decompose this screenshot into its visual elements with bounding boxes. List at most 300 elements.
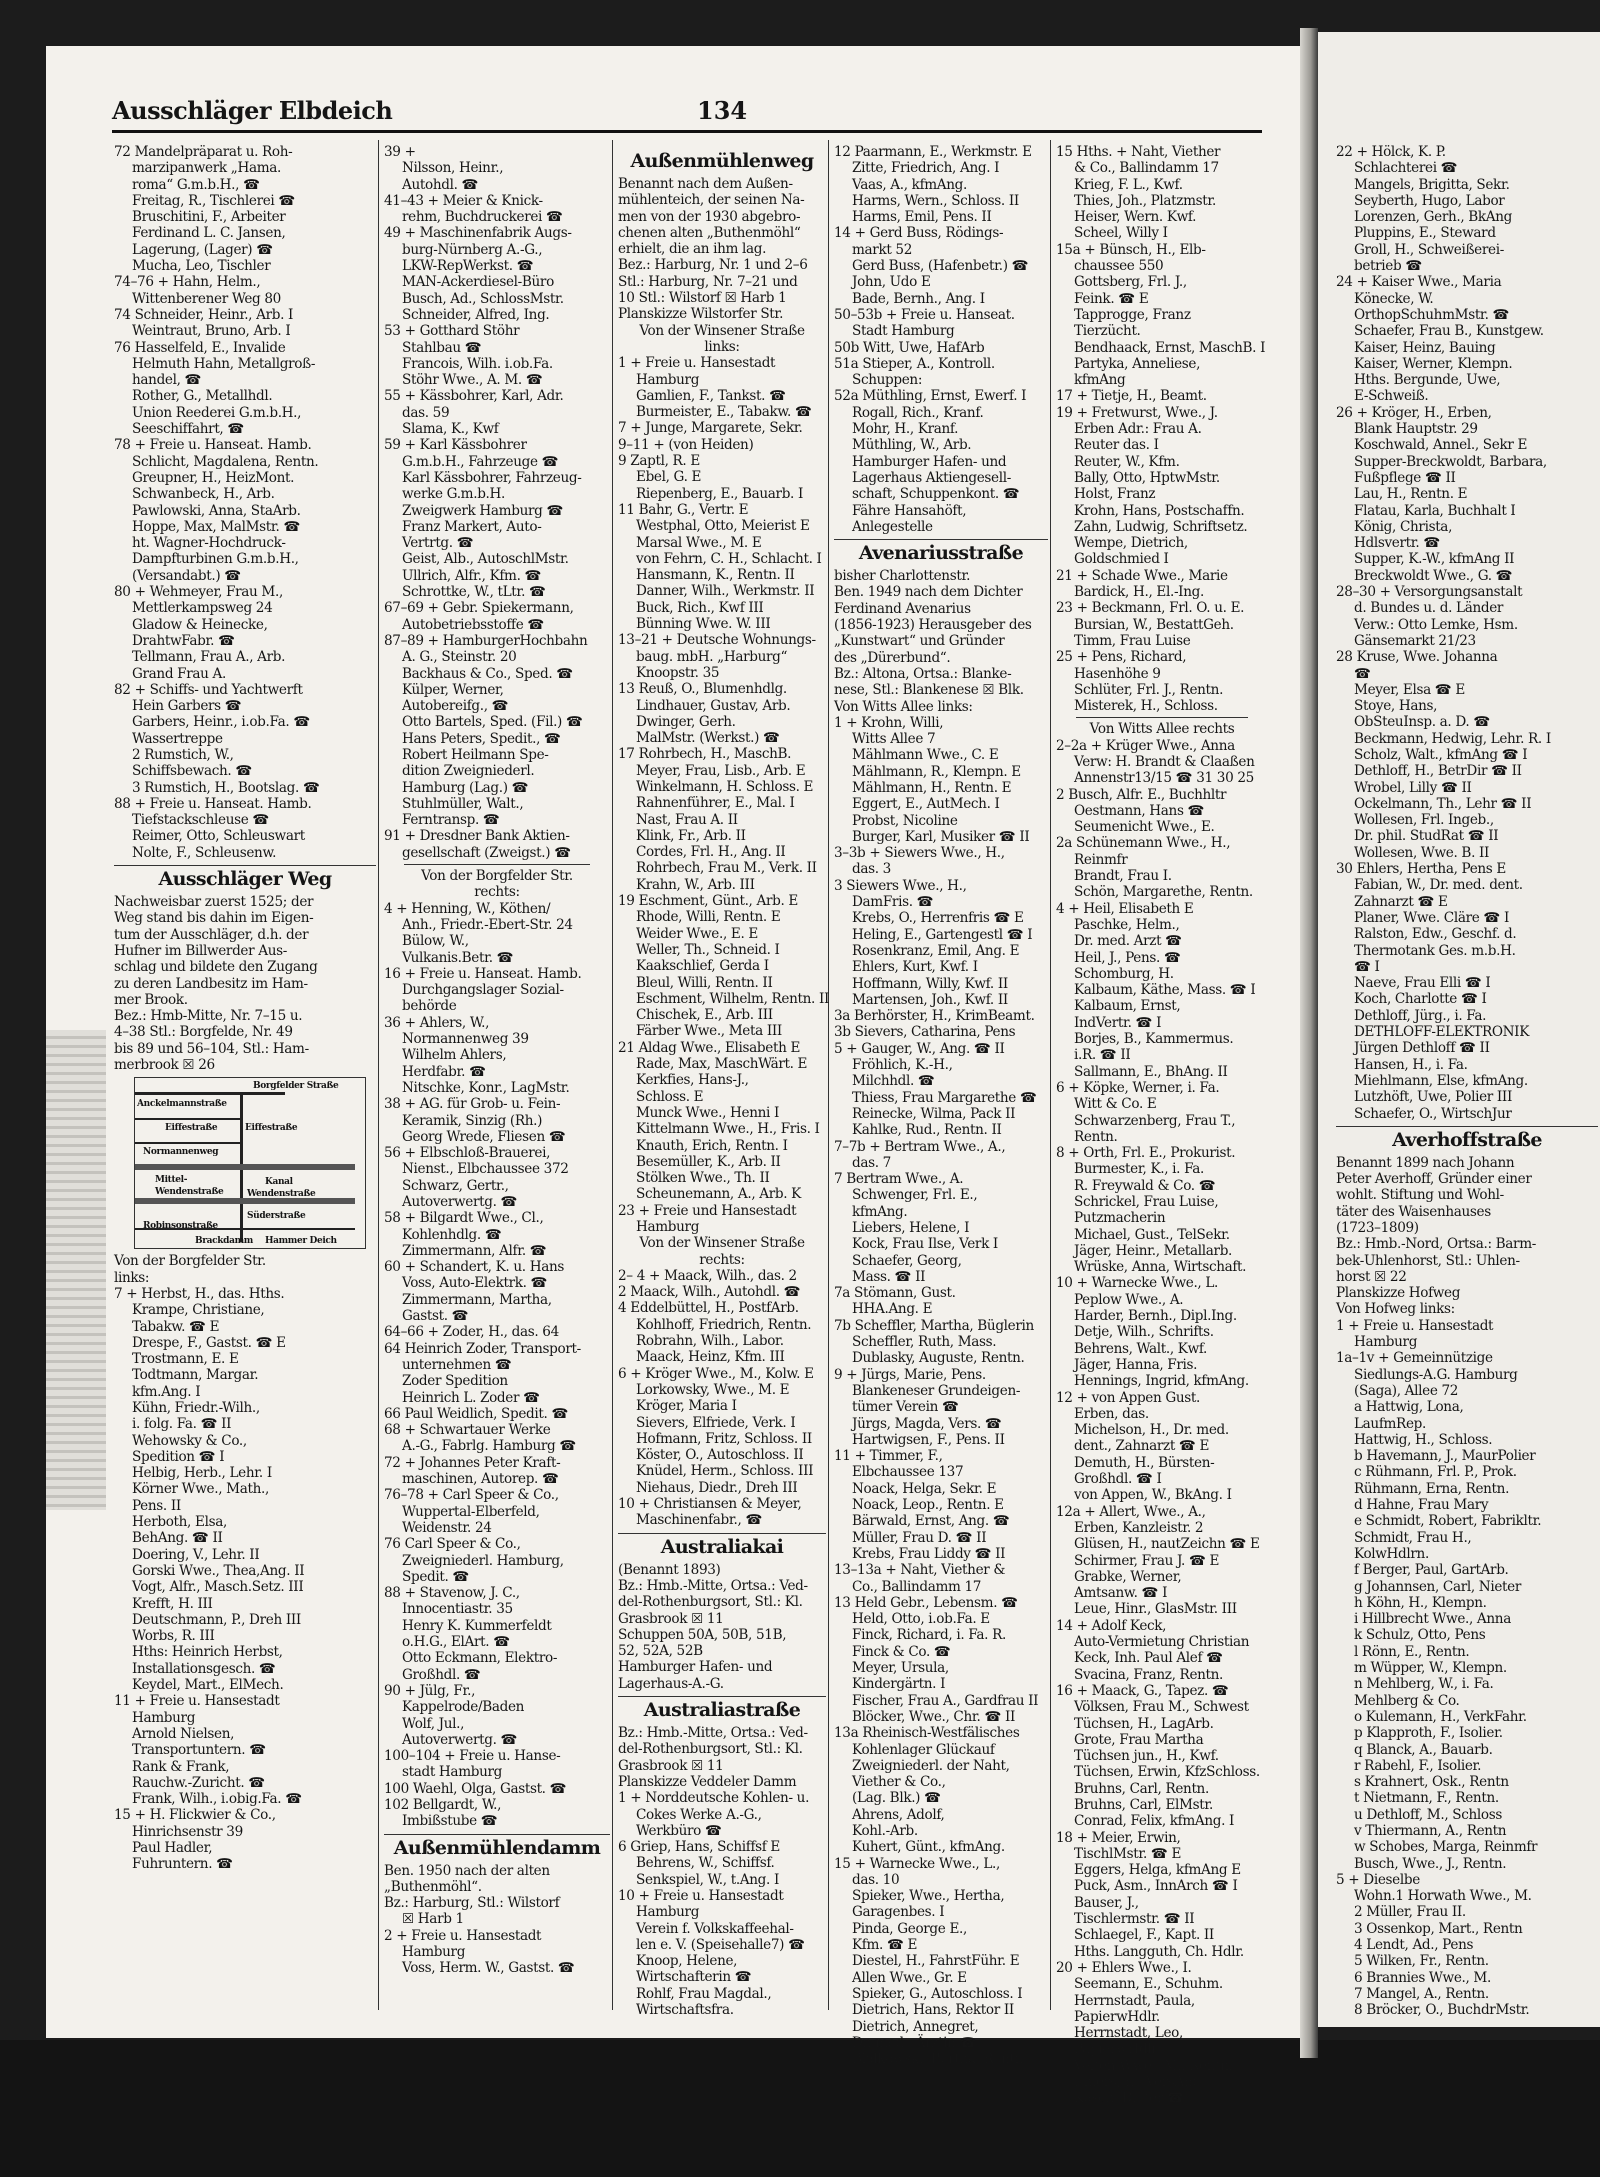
directory-entry: Zweigniederl. der Naht, [852, 1757, 1010, 1774]
intro-line: Hufner im Billwerder Aus- [114, 942, 287, 959]
directory-entry: Wollesen, Wwe. B. II [1354, 844, 1490, 861]
directory-entry: Heling, E., Gartengestl ☎ I [852, 926, 1033, 943]
directory-entry: Mucha, Leo, Tischler [132, 258, 271, 275]
intro-line: Lagerhaus-A.-G. [618, 1675, 724, 1692]
directory-entry: 60 + Schandert, K. u. Hans [384, 1259, 565, 1276]
directory-entry: Kalbaum, Ernst, [1074, 998, 1181, 1015]
directory-entry: baug. mbH. „Harburg“ [636, 648, 788, 665]
directory-entry: Partyka, Anneliese, [1074, 355, 1201, 372]
directory-entry: 55 + Kässbohrer, Karl, Adr. [384, 388, 564, 405]
directory-entry: Spedition ☎ I [132, 1448, 225, 1465]
directory-entry: Leue, Hinr., GlasMstr. III [1074, 1601, 1237, 1618]
directory-entry: 2 Rumstich, W., [132, 746, 234, 763]
directory-entry: Schlachterei ☎ [1354, 160, 1458, 177]
directory-entry: Planskizze Veddeler Damm [618, 1773, 797, 1790]
directory-entry: t Nietmann, F., Rentn. [1354, 1790, 1499, 1807]
directory-entry: 22 + Hölck, K. P. [1336, 144, 1446, 160]
directory-entry: Jäger, Hanna, Fris. [1074, 1356, 1198, 1373]
directory-entry: Wempe, Dietrich, [1074, 535, 1188, 552]
directory-entry: gesellschaft (Zweigst.) ☎ [402, 844, 571, 861]
directory-entry: d. Bundes u. d. Länder [1354, 600, 1504, 617]
directory-entry: Tüchsen, Erwin, KfzSchloss. [1074, 1764, 1260, 1781]
map-label: Anckelmannstraße [137, 1099, 227, 1110]
directory-entry: Schrottke, W., tLtr. ☎ [402, 584, 546, 601]
directory-entry: Keydel, Mart., ElMech. [132, 1677, 284, 1694]
directory-entry: PapierwHdlr. [1074, 2041, 1160, 2058]
intro-line: 10 Stl.: Wilstorf ☒ Harb 1 [618, 290, 787, 307]
directory-entry: Diestel, H., FahrstFühr. E [852, 1953, 1020, 1970]
directory-entry: i. folg. Fa. ☎ II [132, 1416, 232, 1433]
directory-entry: g Johannsen, Carl, Nieter [1354, 1578, 1521, 1595]
directory-entry: Lagerung, (Lager) ☎ [132, 241, 273, 258]
directory-entry: Meyer, Elsa ☎ E [1354, 681, 1465, 698]
directory-entry: Reinmfr [1074, 851, 1128, 868]
directory-entry: Innocentiastr. 35 [402, 1601, 513, 1618]
directory-entry: Kohlhoff, Friedrich, Rentn. [636, 1316, 812, 1333]
directory-entry: 7 + Herbst, H., das. Hths. [114, 1285, 285, 1302]
intro-line: Bz.: Altona, Ortsa.: Blanke- [834, 665, 1012, 682]
directory-entry: Müthling, W., Arb. [852, 437, 972, 454]
directory-entry: Dethloff, H., BetrDir ☎ II [1354, 763, 1522, 780]
street-heading: Australiakai [618, 1533, 826, 1560]
directory-entry: Putzmacherin [1074, 1210, 1166, 1227]
directory-entry: Gorski Wwe., Thea,Ang. II [132, 1562, 305, 1579]
directory-entry: Gänsemarkt 21/23 [1354, 632, 1476, 649]
directory-entry: Hennings, Ingrid, kfmAng. [1074, 1373, 1249, 1390]
directory-entry: Rhode, Willi, Rentn. E [636, 909, 781, 926]
directory-entry: Bruhns, Carl, Rentn. [1074, 1780, 1209, 1797]
directory-entry: Viether & Co., [852, 1774, 946, 1791]
directory-entry: Wuppertal-Elberfeld, [402, 1503, 540, 1520]
directory-entry: Kröger, Maria I [636, 1398, 737, 1415]
directory-entry: Schirmer, Frau J. ☎ E [1074, 1552, 1220, 1569]
directory-entry: BehAng. ☎ II [132, 1530, 223, 1547]
directory-entry: tümer Verein ☎ [852, 1399, 959, 1416]
directory-entry: Wrüske, Anna, Wirtschaft. [1074, 1259, 1247, 1276]
directory-entry: 10 + Freie u. Hansestadt [618, 1887, 784, 1904]
directory-entry: Anh., Friedr.-Ebert-Str. 24 [402, 916, 573, 933]
directory-entry: ObSteuInsp. a. D. ☎ [1354, 714, 1490, 731]
directory-entry: Francois, Wilh. i.ob.Fa. [402, 355, 553, 372]
directory-entry: Drespe, F., Gastst. ☎ E [132, 1334, 286, 1351]
directory-entry: (1723–1809) [1336, 1220, 1419, 1236]
directory-entry: Ockelmann, Th., Lehr ☎ II [1354, 795, 1532, 812]
directory-entry: 15a + Bünsch, H., Elb- [1056, 241, 1206, 258]
directory-entry: Stahlbau ☎ [402, 339, 482, 356]
directory-entry: Benannt 1899 nach Johann [1336, 1154, 1515, 1171]
directory-entry: 51a Stieper, A., Kontroll. [834, 355, 995, 372]
directory-entry: Vogt, Alfr., Masch.Setz. III [132, 1579, 304, 1596]
directory-entry: Krebs, O., Herrenfris ☎ E [852, 910, 1024, 927]
directory-entry: Zimmermann, Martha, [402, 1291, 552, 1308]
directory-entry: Mass. ☎ II [852, 1268, 926, 1285]
column-rule [828, 140, 829, 2010]
directory-entry: 41–43 + Meier & Knick- [384, 192, 543, 209]
directory-entry: Imbißstube ☎ [402, 1813, 498, 1830]
directory-entry: Worbs, R. III [132, 1628, 215, 1645]
directory-entry: 10 + Christiansen & Meyer, [618, 1496, 802, 1513]
directory-entry: ☒ Harb 1 [402, 1911, 464, 1928]
directory-entry: Miehlmann, Else, kfmAng. [1354, 1072, 1528, 1089]
directory-entry: Westphal, Otto, Meierist E [636, 518, 810, 535]
directory-entry: Otto Bartels, Sped. (Fil.) ☎ [402, 714, 583, 731]
directory-entry: Stöhr Wwe., A. M. ☎ [402, 372, 543, 389]
directory-entry: 78 + Freie u. Hanseat. Hamb. [114, 437, 312, 454]
directory-entry: 9 Zaptl, R. E [618, 453, 700, 470]
map-label: Hammer Deich [265, 1236, 337, 1247]
directory-entry: Transportuntern. ☎ [132, 1742, 266, 1759]
directory-entry: Schomburg, H. [1074, 965, 1174, 982]
directory-entry: Krebs, Frau Liddy ☎ II [852, 1545, 1006, 1562]
directory-entry: Maschinenfabr., ☎ [636, 1512, 763, 1529]
directory-entry: Oestmann, Hans ☎ [1074, 802, 1205, 819]
column-4 [834, 144, 1048, 2068]
directory-entry: Zahn, Ludwig, Schriftsetz. [1074, 518, 1248, 535]
directory-entry: dition Zweigniederl. [402, 763, 535, 780]
directory-entry: Fischer, Frau A., Gardfrau II [852, 1692, 1039, 1709]
directory-entry: Großhdl. ☎ [402, 1666, 481, 1683]
directory-entry: Hamburg [132, 1709, 196, 1726]
intro-line: des „Dürerbund“. [834, 649, 951, 666]
directory-entry: Co., Ballindamm 17 [852, 1578, 982, 1595]
directory-entry: Ferntransp. ☎ [402, 812, 500, 829]
directory-entry: Georg Wrede, Fliesen ☎ [402, 1128, 566, 1145]
directory-entry: Zitte, Friedrich, Ang. I [852, 160, 1000, 177]
directory-entry: Kohlenlager Glückauf [852, 1741, 995, 1758]
directory-entry: Union Reederei G.m.b.H., [132, 404, 302, 421]
directory-entry: das. 59 [402, 404, 450, 421]
directory-entry: MalMstr. (Werkst.) ☎ [636, 730, 780, 747]
directory-entry: von Fehrn, C. H., Schlacht. I [636, 550, 822, 567]
directory-entry: 6 + Kröger Wwe., M., Kolw. E [618, 1365, 814, 1382]
directory-entry: 100 Waehl, Olga, Gastst. ☎ [384, 1780, 567, 1797]
directory-entry: Demuth, H., Bürsten- [1074, 1454, 1215, 1471]
street-heading: Außenmühlendamm [384, 1834, 610, 1861]
directory-entry: Hoppe, Max, MalMstr. ☎ [132, 518, 301, 535]
directory-entry: 17 Rohrbech, H., MaschB. [618, 746, 792, 763]
directory-entry: Schwarzenberg, Frau T., [1074, 1112, 1236, 1129]
directory-entry: s Krahnert, Osk., Rentn [1354, 1774, 1509, 1791]
directory-entry: Winkelmann, H. Schloss. E [636, 778, 814, 795]
directory-entry: Burger, Karl, Musiker ☎ II [852, 828, 1030, 845]
intro-line: mer Brook. [114, 991, 188, 1008]
directory-entry: Weller, Th., Schneid. I [636, 941, 780, 958]
directory-entry: 2 Busch, Alfr. E., Buchhltr [1056, 786, 1227, 803]
directory-entry: Mettlerkampsweg 24 [132, 600, 273, 617]
directory-entry: Rahnenführer, E., Mal. I [636, 795, 795, 812]
directory-entry: Scheel, Willy I [1074, 225, 1168, 242]
directory-entry: 21 Aldag Wwe., Elisabeth E [618, 1039, 801, 1056]
directory-entry: Wirtschaftsfra. [636, 2002, 734, 2019]
directory-entry: 2a Schünemann Wwe., H., [1056, 835, 1231, 852]
directory-entry: Rohrbech, Frau M., Verk. II [636, 860, 817, 877]
directory-entry: 3b Sievers, Catharina, Pens [834, 1024, 1016, 1041]
directory-entry: Seumenicht Wwe., E. [1074, 819, 1215, 836]
directory-entry: Heiser, Wern. Kwf. [1074, 209, 1197, 226]
directory-entry: 3 Rumstich, H., Bootslag. ☎ [132, 779, 320, 796]
directory-entry: ☎ [1354, 665, 1371, 682]
directory-entry: Jürgen Dethloff ☎ II [1354, 1040, 1490, 1057]
directory-entry: Knoop, Helene, [636, 1953, 738, 1970]
directory-entry: Reuter, W., Kfm. [1074, 453, 1180, 470]
directory-entry: Hths. Bergunde, Uwe, [1354, 372, 1501, 389]
street-sketch-map [134, 1077, 366, 1249]
directory-entry: 26 + Kröger, H., Erben, [1336, 404, 1492, 421]
directory-entry: Stoye, Hans, [1354, 698, 1438, 715]
directory-entry: Nitschke, Konr., LagMstr. [402, 1079, 570, 1096]
directory-entry: Auto-Vermietung Christian [1074, 1634, 1250, 1651]
directory-entry: chaussee 550 [1074, 258, 1164, 275]
directory-entry: Elbchaussee 137 [852, 1464, 964, 1481]
directory-entry: Kaiser, Heinz, Bauing [1354, 339, 1496, 356]
directory-entry: Erben, Kanzleistr. 2 [1074, 1519, 1204, 1536]
directory-entry: Behrens, W., Schiffsf. [636, 1855, 775, 1872]
directory-entry: Dietrich, Hans, Rektor II [852, 2002, 1014, 2019]
directory-entry: das. 3 [852, 861, 891, 878]
directory-entry: Tüchsen jun., H., Kwf. [1074, 1748, 1219, 1765]
directory-entry: Greupner, H., HeizMont. [132, 469, 295, 486]
directory-entry: Deutschmann, P., Dreh III [132, 1611, 301, 1628]
directory-entry: Hans Peters, Spedit., ☎ [402, 730, 561, 747]
directory-entry: 13 Held Gebr., Lebensm. ☎ [834, 1594, 1018, 1611]
directory-entry: Danner, Wilh., Werkmstr. II [636, 583, 815, 600]
directory-entry: Finck & Co. ☎ [852, 1643, 951, 1660]
directory-entry: Bz.: Hmb.-Mitte, Ortsa.: Ved- [618, 1725, 808, 1742]
intro-line: Ben. 1949 nach dem Dichter [834, 584, 1023, 601]
directory-entry: wohlt. Stiftung und Wohl- [1336, 1187, 1504, 1204]
directory-entry: Siedlungs-A.G. Hamburg [1354, 1366, 1518, 1383]
directory-entry: Kuhert, Günt., kfmAng. [852, 1839, 1005, 1856]
directory-entry: Nolte, F., Schleusenw. [132, 844, 277, 861]
directory-entry: Hinrichsenstr 39 [132, 1823, 243, 1840]
directory-entry: len e. V. (Speisehalle7) ☎ [636, 1936, 805, 1953]
directory-entry: Liebers, Helene, I [852, 1220, 970, 1236]
directory-entry: das. 7 [852, 1154, 891, 1171]
directory-entry: Fröhlich, K.-H., [852, 1057, 953, 1074]
directory-entry: Bardick, H., El.-Ing. [1074, 584, 1204, 601]
intro-line: Planskizze Wilstorfer Str. [618, 306, 784, 323]
directory-entry: Körner Wwe., Math., [132, 1481, 269, 1498]
directory-entry: Knüdel, Herm., Schloss. III [636, 1463, 814, 1480]
directory-entry: 11 Bahr, G., Vertr. E [618, 501, 749, 518]
directory-entry: Durchgangslager Sozial- [402, 982, 564, 999]
directory-entry: Brandt, Frau I. [1074, 868, 1172, 885]
directory-entry: Naeve, Frau Elli ☎ I [1354, 975, 1491, 992]
directory-entry: Svacina, Franz, Rentn. [1074, 1666, 1224, 1683]
directory-entry: Ahrens, Adolf, [852, 1806, 945, 1823]
directory-entry: E-Schweiß. [1354, 388, 1429, 405]
directory-entry: Trostmann, E. E [132, 1351, 239, 1368]
directory-entry: Hamburger Hafen- und [852, 453, 1007, 470]
directory-entry: Vertrtg. ☎ [402, 535, 474, 552]
directory-entry: Spieker, G., Autoschloss. I [852, 1985, 1023, 2002]
map-label: Brackdamm [195, 1236, 253, 1247]
directory-entry: 1 + Norddeutsche Kohlen- u. [618, 1790, 810, 1807]
section-subheading: Von der Winsener Straße [639, 322, 805, 339]
directory-entry: n Mehlberg, W., i. Fa. [1354, 1676, 1494, 1693]
directory-entry: & Co., Ballindamm 17 [1074, 160, 1219, 177]
directory-entry: Schön, Margarethe, Rentn. [1074, 884, 1253, 901]
intro-line: mühlenteich, der seinen Na- [618, 192, 805, 209]
directory-entry: Detje, Wilh., Schrifts. [1074, 1324, 1214, 1341]
directory-entry: Hansen, H., i. Fa. [1354, 1056, 1468, 1073]
directory-entry: Hamburg [636, 1219, 700, 1235]
directory-entry: Fähre Hansahöft, [852, 502, 967, 519]
directory-entry: marzipanwerk „Hama. [132, 160, 281, 177]
directory-entry: Planskizze Hofweg [1336, 1285, 1461, 1302]
directory-entry: 76 Hasselfeld, E., Invalide [114, 339, 286, 356]
directory-entry: 72 + Johannes Peter Kraft- [384, 1454, 561, 1471]
column-2 [384, 144, 610, 2014]
directory-entry: Fabian, W., Dr. med. dent. [1354, 877, 1523, 894]
directory-entry: 38 + AG. für Grob- u. Fein- [384, 1096, 561, 1113]
directory-entry: Wrobel, Lilly ☎ II [1354, 779, 1472, 796]
directory-entry: del-Rothenburgsort, Stl.: Kl. [618, 1741, 803, 1758]
directory-entry: 7–7b + Bertram Wwe., A., [834, 1138, 1006, 1155]
directory-entry: Conrad, Felix, kfmAng. I [1074, 1813, 1235, 1830]
directory-entry: Rade, Max, MaschWärt. E [636, 1056, 808, 1073]
intro-line: Bez.: Hmb-Mitte, Nr. 7–15 u. [114, 1008, 303, 1025]
column-3 [618, 144, 830, 2019]
directory-entry: d Hahne, Frau Mary [1354, 1497, 1489, 1514]
directory-entry: Zahnarzt ☎ E [1354, 893, 1448, 910]
intro-line: men von der 1930 abgebro- [618, 208, 801, 225]
directory-entry: Harms, Wern., Schloss. II [852, 192, 1019, 209]
directory-entry: Besemüller, K., Arb. II [636, 1153, 781, 1170]
directory-entry: Thermotank Ges. m.b.H. [1354, 942, 1516, 959]
intro-line: merbrook ☒ 26 [114, 1057, 215, 1074]
directory-entry: Keck, Inh. Paul Alef ☎ [1074, 1650, 1223, 1667]
directory-entry: Ben. 1950 nach der alten [384, 1862, 550, 1879]
directory-entry: Müller, Frau D. ☎ II [852, 1529, 987, 1546]
directory-entry: 12 Paarmann, E., Werkmstr. E [834, 144, 1032, 160]
directory-entry: Schwanbeck, H., Arb. [132, 486, 275, 503]
directory-entry: Busch, Wwe., J., Rentn. [1354, 1855, 1507, 1872]
directory-entry: Köster, O., Autoschloss. II [636, 1447, 804, 1464]
directory-entry: Garagenbes. I [852, 1904, 945, 1921]
directory-entry: Seyberth, Hugo, Labor [1354, 192, 1505, 209]
directory-entry: Rosenkranz, Emil, Ang. E [852, 942, 1020, 959]
directory-entry: bek-Uhlenhorst, Stl.: Uhlen- [1336, 1252, 1520, 1269]
directory-entry: 66 Paul Weidlich, Spedit. ☎ [384, 1405, 569, 1422]
directory-entry: o Kulemann, H., VerkFahr. [1354, 1708, 1527, 1725]
directory-entry: 76–78 + Carl Speer & Co., [384, 1487, 559, 1504]
directory-entry: 13 Reuß, O., Blumenhdlg. [618, 681, 787, 698]
directory-entry: Robrahn, Wilh., Labor. [636, 1333, 784, 1350]
directory-entry: R. Freywald & Co. ☎ [1074, 1177, 1216, 1194]
directory-entry: Herboth, Elsa, [132, 1514, 227, 1531]
directory-entry: Erben, das. [1074, 1405, 1149, 1422]
directory-entry: 4 Eddelbüttel, H., PostfArb. [618, 1300, 799, 1317]
directory-entry: von Appen, W., BkAng. I [1074, 1487, 1232, 1504]
directory-entry: Dr. med., Ärztin ☎ [852, 2034, 977, 2051]
directory-entry: Bialkowski, Bertha, Rentn. [852, 2051, 1028, 2068]
directory-entry: Burmester, K., i. Fa. [1074, 1161, 1205, 1178]
intro-line: schlag und bildete den Zugang [114, 959, 318, 976]
directory-entry: Schlüter, Frl. J., Rentn. [1074, 681, 1224, 698]
section-subheading: links: [704, 338, 740, 355]
directory-entry: Rogall, Rich., Kranf. [852, 404, 984, 421]
directory-entry: Groll, H., Schweißerei- [1354, 241, 1504, 258]
directory-entry: 100–104 + Freie u. Hanse- [384, 1748, 561, 1765]
directory-entry: Wollesen, Frl. Ingeb., [1354, 812, 1494, 829]
directory-entry: 64 Heinrich Zoder, Transport- [384, 1340, 581, 1357]
directory-entry: 14 + Adolf Keck, [1056, 1617, 1167, 1634]
directory-entry: Krampe, Christiane, [132, 1302, 265, 1319]
directory-entry: 7 Mangel, A., Rentn. [1354, 1985, 1489, 2002]
directory-entry: Breckwoldt Wwe., G. ☎ [1354, 567, 1513, 584]
directory-entry: Velten Wwe., M., Rentn. [1074, 2057, 1233, 2074]
directory-entry: Reinecke, Wilma, Pack II [852, 1105, 1016, 1122]
directory-entry: Allen Wwe., Gr. E [852, 1969, 967, 1986]
directory-entry: maschinen, Autorep. ☎ [402, 1471, 559, 1488]
directory-entry: Glüsen, H., nautZeichn ☎ E [1074, 1536, 1260, 1553]
directory-entry: 28–30 + Versorgungsanstalt [1336, 584, 1523, 601]
directory-entry: Bärwald, Ernst, Ang. ☎ [852, 1513, 1010, 1530]
directory-entry: Annenstr13/15 ☎ 31 30 25 [1074, 770, 1254, 787]
directory-entry: Mohr, H., Kranf. [852, 421, 959, 438]
directory-entry: e Schmidt, Robert, Fabrikltr. [1354, 1513, 1542, 1530]
directory-entry: burg-Nürnberg A.-G., [402, 241, 543, 258]
directory-entry: Keramik, Sinzig (Rh.) [402, 1112, 543, 1129]
directory-entry: Voss, Auto-Elektrk. ☎ [402, 1275, 548, 1292]
directory-entry: Geist, Alb., AutoschlMstr. [402, 551, 569, 568]
directory-entry: Beckmann, Hedwig, Lehr. R. I [1354, 730, 1551, 747]
directory-entry: Eschment, Wilhelm, Rentn. II [636, 990, 830, 1007]
directory-entry: Schaefer, O., WirtschJur [1354, 1105, 1512, 1122]
directory-entry: Cordes, Frl. H., Ang. II [636, 844, 786, 861]
directory-entry: 74–76 + Hahn, Helm., [114, 274, 261, 291]
directory-entry: ☎ I [1354, 958, 1380, 975]
section-subheading: Von der Winsener Straße [639, 1235, 805, 1252]
directory-entry: 25 + Pens, Richard, [1056, 649, 1187, 666]
directory-entry: Knauth, Erich, Rentn. I [636, 1137, 788, 1154]
directory-entry: Nast, Frau A. II [636, 811, 738, 828]
directory-entry: Herdfabr. ☎ [402, 1063, 486, 1080]
directory-entry: (Saga), Allee 72 [1354, 1382, 1459, 1399]
directory-entry: Kaiser, Werner, Klempn. [1354, 355, 1513, 372]
directory-entry: roma“ G.m.b.H., ☎ [132, 176, 260, 193]
directory-entry: Bendhaack, Ernst, MaschB. I [1074, 339, 1266, 356]
directory-entry: Marsal Wwe., M. E [636, 534, 762, 551]
directory-entry: Bursian, W., BestattGeh. [1074, 616, 1234, 633]
directory-entry: Todtmann, Margar. [132, 1367, 259, 1384]
directory-entry: Stuhlmüller, Walt., [402, 795, 524, 812]
directory-entry: G.m.b.H., Fahrzeuge ☎ [402, 453, 559, 470]
directory-entry: 7 + Junge, Margarete, Sekr. [618, 420, 803, 437]
intro-line: 52, 52A, 52B [618, 1643, 703, 1660]
directory-entry: Michelson, H., Dr. med. [1074, 1422, 1229, 1439]
directory-entry: Schmidt, Frau H., [1354, 1529, 1472, 1546]
directory-entry: 1 + Freie u. Hansestadt [1336, 1317, 1494, 1334]
directory-entry: Mangels, Brigitta, Sekr. [1354, 176, 1510, 193]
directory-entry: Lorkowsky, Wwe., M. E [636, 1381, 790, 1398]
directory-entry: Zoder Spedition [402, 1373, 508, 1390]
directory-entry: Freitag, R., Tischlerei ☎ [132, 192, 295, 209]
directory-entry: 11 + Freie u. Hansestadt [114, 1693, 280, 1710]
directory-entry: schaft, Schuppenkont. ☎ [852, 486, 1020, 503]
directory-entry: Hdlsvertr. ☎ [1354, 535, 1440, 552]
map-label: Wendenstraße [155, 1187, 224, 1198]
directory-entry: Holst, Franz [1074, 486, 1156, 503]
directory-entry: LKW-RepWerkst. ☎ [402, 258, 534, 275]
directory-entry: Herrnstadt, Paula, [1074, 1992, 1195, 2009]
directory-entry: Blöcker, Wwe., Chr. ☎ II [852, 1708, 1016, 1725]
directory-entry: 2 + Freie u. Hansestadt [384, 1927, 542, 1944]
directory-entry: Eggert, E., AutMech. I [852, 796, 1000, 813]
directory-entry: Lau, H., Rentn. E [1354, 486, 1468, 503]
directory-entry: kfm.Ang. I [132, 1383, 201, 1400]
